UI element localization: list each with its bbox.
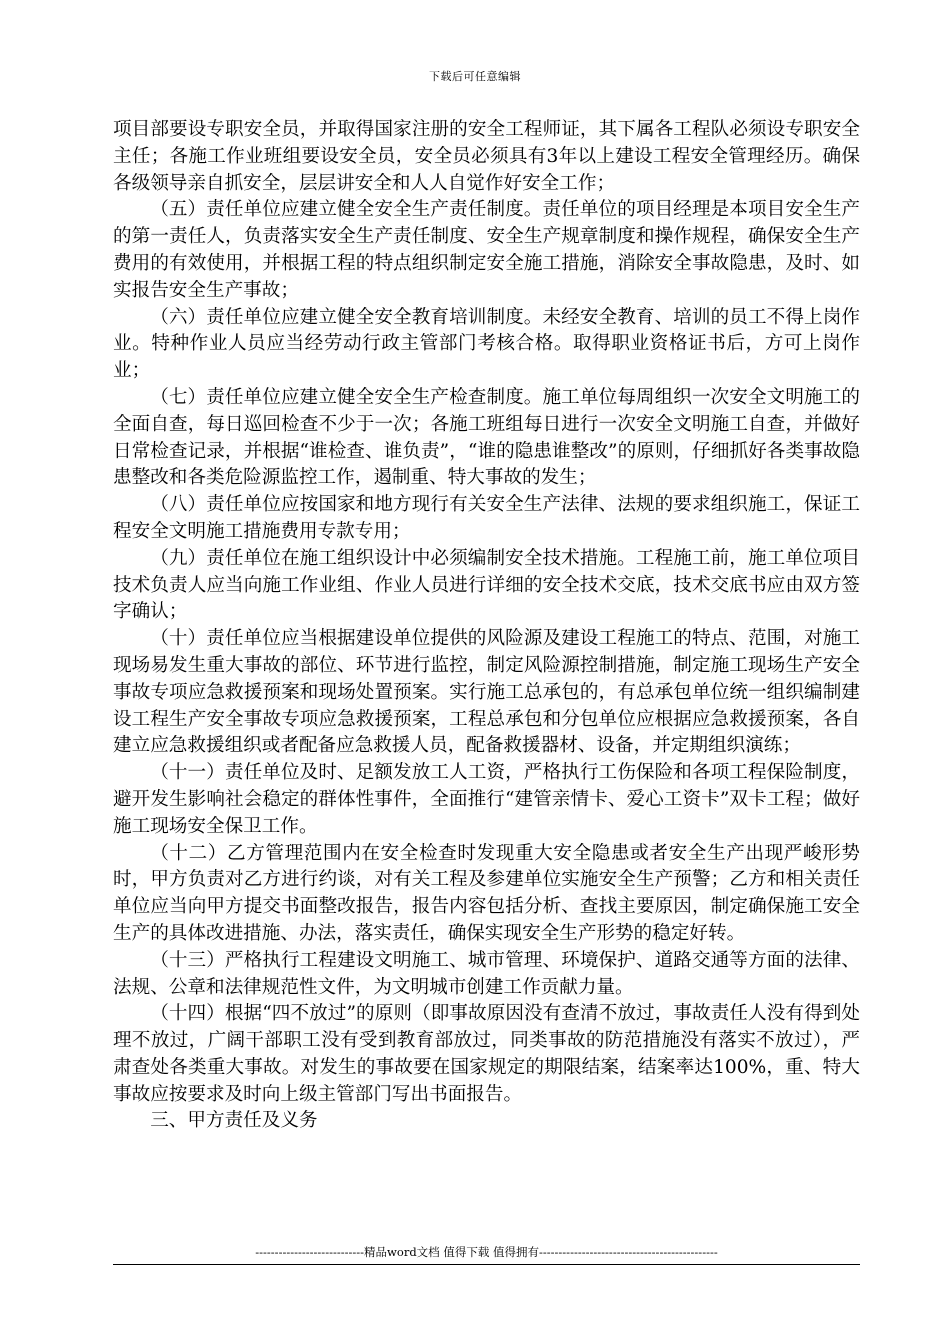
paragraph-clause-8: （八）责任单位应按国家和地方现行有关安全生产法律、法规的要求组织施工，保证工程安全文明施工措施费用专款专用； (113, 494, 860, 542)
paragraph-clause-7: （七）责任单位应建立健全安全生产检查制度。施工单位每周组织一次安全文明施工的全面自查，每日巡回检查不少于一次；各施工班组每日进行一次安全文明施工自查，并做好日常检查记录，并根据“谁检查、谁负责”，“谁的隐患谁整改”的原则，仔细抓好各类事故隐患整改和各类危险源监控工作，遏制重、特大事故的发生； (113, 386, 860, 489)
section-heading: 三、甲方责任及义务 (150, 1110, 318, 1132)
paragraph-clause-6: （六）责任单位应建立健全安全教育培训制度。未经安全教育、培训的员工不得上岗作业。特种作业人员应当经劳动行政主管部门考核合格。取得职业资格证书后，方可上岗作业； (113, 306, 860, 382)
paragraph-clause-11: （十一）责任单位及时、足额发放工人工资，严格执行工伤保险和各项工程保险制度，避开发生影响社会稳定的群体性事件，全面推行“建管亲情卡、爱心工资卡”双卡工程；做好施工现场安全保卫工作。 (113, 762, 860, 837)
paragraph-clause-5: （五）责任单位应建立健全安全生产责任制度。责任单位的项目经理是本项目安全生产的第一责任人，负责落实安全生产责任制度、安全生产规章制度和操作规程，确保安全生产费用的有效使用，并根据工程的特点组织制定安全施工措施，消除安全事故隐患，及时、如实报告安全生产事故； (113, 199, 860, 301)
document-body (113, 117, 860, 1135)
page-footer: ----------------------------精品word文档 值得下载 值得拥有---------------------------------------------- (255, 1245, 718, 1259)
paragraph-clause-10: （十）责任单位应当根据建设单位提供的风险源及建设工程施工的特点、范围，对施工现场易发生重大事故的部位、环节进行监控，制定风险源控制措施，制定施工现场生产安全事故专项应急救援预案和现场处置预案。实行施工总承包的，有总承包单位统一组织编制建设工程生产安全事故专项应急救援预案，工程总承包和分包单位应根据应急救援预案，各自建立应急救援组织或者配备应急救援人员，配备救援器材、设备，并定期组织演练； (113, 628, 860, 757)
page-header: 下载后可任意编辑 (429, 70, 521, 83)
paragraph-clause-13: （十三）严格执行工程建设文明施工、城市管理、环境保护、道路交通等方面的法律、法规、公章和法律规范性文件，为文明城市创建工作贡献力量。 (113, 949, 860, 998)
paragraph-clause-9: （九）责任单位在施工组织设计中必须编制安全技术措施。工程施工前，施工单位项目技术负责人应当向施工作业组、作业人员进行详细的安全技术交底，技术交底书应由双方签字确认； (113, 547, 860, 623)
paragraph-clause-12: （十二）乙方管理范围内在安全检查时发现重大安全隐患或者安全生产出现严峻形势时，甲方负责对乙方进行约谈，对有关工程及参建单位实施安全生产预警；乙方和相关责任单位应当向甲方提交书面整改报告，报告内容包括分析、查找主要原因，制定确保施工安全生产的具体改进措施、办法，落实责任，确保实现安全生产形势的稳定好转。 (113, 842, 860, 944)
paragraph-continuation: 项目部要设专职安全员，并取得国家注册的安全工程师证，其下属各工程队必须设专职安全主任；各施工作业班组要设安全员，安全员必须具有3年以上建设工程安全管理经历。确保各级领导亲自抓安全，层层讲安全和人人自觉作好安全工作； (113, 119, 860, 194)
footer-divider (113, 1264, 860, 1265)
paragraph-clause-14: （十四）根据“四不放过”的原则（即事故原因没有查清不放过，事故责任人没有得到处理不放过，广阔干部职工没有受到教育部放过，同类事故的防范措施没有落实不放过），严肃查处各类重大事故。对发生的事故要在国家规定的期限结案，结案率达100%，重、特大事故应按要求及时向上级主管部门写出书面报告。 (113, 1003, 860, 1105)
